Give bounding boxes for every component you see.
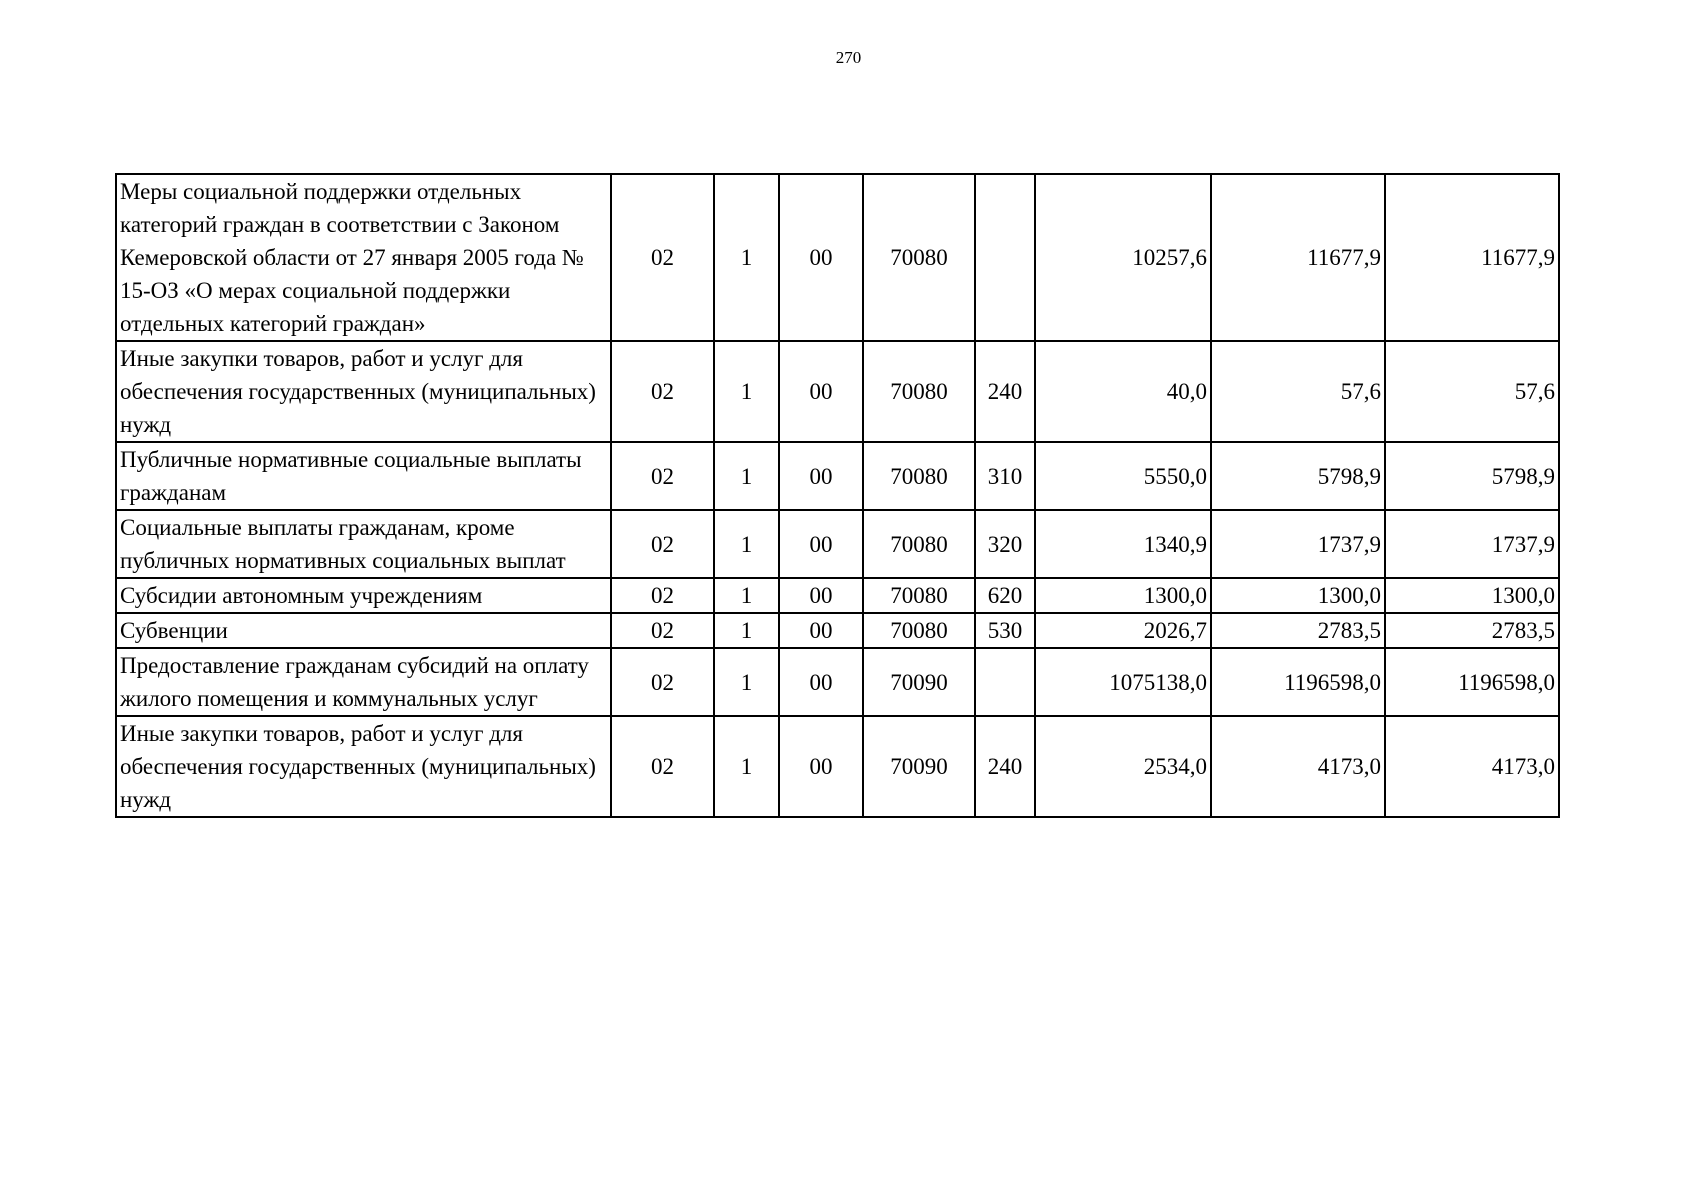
table-row: [116, 174, 1559, 341]
subprogram-code-cell: 00: [779, 613, 863, 648]
subprogram-code-cell: 00: [779, 716, 863, 817]
program-code-cell: 1: [714, 648, 779, 716]
amount-year2-cell: 1196598,0: [1211, 648, 1385, 716]
table-row: [116, 341, 1559, 442]
amount-year1-cell: 1340,9: [1035, 510, 1211, 578]
amount-year2-cell: 57,6: [1211, 341, 1385, 442]
amount-year3-cell: 11677,9: [1385, 174, 1559, 341]
program-code-cell: 1: [714, 174, 779, 341]
row-name-cell: Предоставление гражданам субсидий на оплату жилого помещения и коммунальных услуг: [116, 648, 611, 716]
row-name-cell: Иные закупки товаров, работ и услуг для обеспечения государственных (муниципальных) нужд: [116, 716, 611, 817]
expense-type-cell: 310: [975, 442, 1035, 510]
budget-table: [115, 173, 1560, 818]
row-name-cell: Субсидии автономным учреждениям: [116, 578, 611, 613]
amount-year3-cell: 2783,5: [1385, 613, 1559, 648]
section-code-cell: 02: [611, 716, 714, 817]
expense-type-cell: 620: [975, 578, 1035, 613]
section-code-cell: 02: [611, 174, 714, 341]
section-code-cell: 02: [611, 578, 714, 613]
direction-code-cell: 70080: [863, 442, 975, 510]
subprogram-code-cell: 00: [779, 578, 863, 613]
program-code-cell: 1: [714, 510, 779, 578]
program-code-cell: 1: [714, 613, 779, 648]
expense-type-cell: 320: [975, 510, 1035, 578]
program-code-cell: 1: [714, 716, 779, 817]
direction-code-cell: 70080: [863, 510, 975, 578]
expense-type-cell: 530: [975, 613, 1035, 648]
table-row: [116, 648, 1559, 716]
subprogram-code-cell: 00: [779, 510, 863, 578]
subprogram-code-cell: 00: [779, 442, 863, 510]
expense-type-cell: [975, 174, 1035, 341]
amount-year1-cell: 2534,0: [1035, 716, 1211, 817]
table-row: [116, 442, 1559, 510]
amount-year1-cell: 2026,7: [1035, 613, 1211, 648]
table-row: [116, 613, 1559, 648]
amount-year2-cell: 2783,5: [1211, 613, 1385, 648]
amount-year2-cell: 1300,0: [1211, 578, 1385, 613]
amount-year3-cell: 1300,0: [1385, 578, 1559, 613]
section-code-cell: 02: [611, 648, 714, 716]
amount-year3-cell: 57,6: [1385, 341, 1559, 442]
amount-year3-cell: 1737,9: [1385, 510, 1559, 578]
amount-year1-cell: 10257,6: [1035, 174, 1211, 341]
section-code-cell: 02: [611, 341, 714, 442]
row-name-cell: Меры социальной поддержки отдельных категорий граждан в соответствии с Законом Кемеровской области от 27 января 2005 года № 15-ОЗ «О мерах социальной поддержки отдельных категорий граждан»: [116, 174, 611, 341]
direction-code-cell: 70080: [863, 613, 975, 648]
row-name-cell: Иные закупки товаров, работ и услуг для обеспечения государственных (муниципальных) нужд: [116, 341, 611, 442]
amount-year1-cell: 40,0: [1035, 341, 1211, 442]
row-name-cell: Субвенции: [116, 613, 611, 648]
subprogram-code-cell: 00: [779, 174, 863, 341]
amount-year3-cell: 1196598,0: [1385, 648, 1559, 716]
program-code-cell: 1: [714, 341, 779, 442]
amount-year2-cell: 1737,9: [1211, 510, 1385, 578]
row-name-cell: Социальные выплаты гражданам, кроме публичных нормативных социальных выплат: [116, 510, 611, 578]
subprogram-code-cell: 00: [779, 648, 863, 716]
direction-code-cell: 70090: [863, 648, 975, 716]
row-name-cell: Публичные нормативные социальные выплаты гражданам: [116, 442, 611, 510]
amount-year1-cell: 1075138,0: [1035, 648, 1211, 716]
subprogram-code-cell: 00: [779, 341, 863, 442]
direction-code-cell: 70080: [863, 341, 975, 442]
amount-year2-cell: 11677,9: [1211, 174, 1385, 341]
program-code-cell: 1: [714, 442, 779, 510]
table-row: [116, 578, 1559, 613]
program-code-cell: 1: [714, 578, 779, 613]
amount-year2-cell: 5798,9: [1211, 442, 1385, 510]
section-code-cell: 02: [611, 510, 714, 578]
amount-year2-cell: 4173,0: [1211, 716, 1385, 817]
expense-type-cell: 240: [975, 341, 1035, 442]
expense-type-cell: [975, 648, 1035, 716]
direction-code-cell: 70080: [863, 174, 975, 341]
section-code-cell: 02: [611, 613, 714, 648]
table-row: [116, 716, 1559, 817]
direction-code-cell: 70080: [863, 578, 975, 613]
table-row: [116, 510, 1559, 578]
amount-year1-cell: 1300,0: [1035, 578, 1211, 613]
amount-year1-cell: 5550,0: [1035, 442, 1211, 510]
amount-year3-cell: 5798,9: [1385, 442, 1559, 510]
expense-type-cell: 240: [975, 716, 1035, 817]
direction-code-cell: 70090: [863, 716, 975, 817]
page-number: 270: [835, 48, 862, 67]
section-code-cell: 02: [611, 442, 714, 510]
amount-year3-cell: 4173,0: [1385, 716, 1559, 817]
